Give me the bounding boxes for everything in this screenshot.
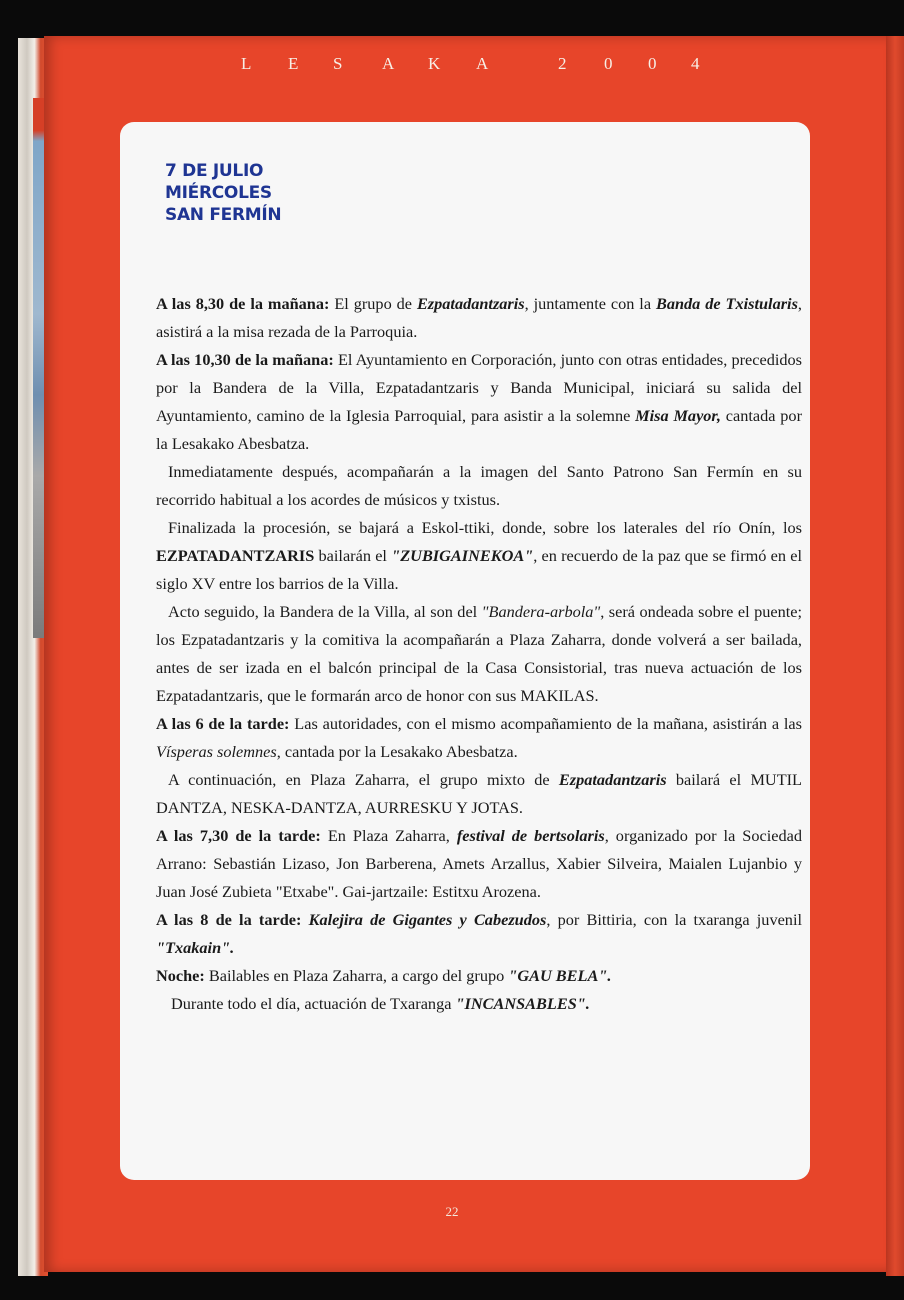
program-item: A las 7,30 de la tarde: En Plaza Zaharra, festival de bertsolaris, organizado por la Sociedad Arrano: Sebastián Lizaso, Jon Barberena, Amets Arzallus, Xabier Silveira, Maialen Lujanbio y Juan José Zubieta "Etxabe". Gai-jartzaile: Estitxu Arozena. xyxy=(156,826,802,901)
time-label: A las 8 de la tarde: xyxy=(156,910,302,929)
program-item: A las 8 de la tarde: Kalejira de Gigantes y Cabezudos, por Bittiria, con la txaranga juvenil "Txakain". xyxy=(156,910,802,957)
header-letter: S xyxy=(333,54,343,73)
heading-weekday: MIÉRCOLES xyxy=(165,183,272,203)
time-label: Noche: xyxy=(156,966,205,985)
header-letter: L xyxy=(241,54,252,73)
program-paragraph: Finalizada la procesión, se bajará a Eskol-ttiki, donde, sobre los laterales del río Onín, los EZPATADANTZARIS bailarán el "ZUBIGAINEKOA", en recuerdo de la paz que se firmó en el siglo XV entre los barrios de la Villa. xyxy=(156,518,803,593)
header-year-digit: 2 xyxy=(558,54,567,73)
header-letter: A xyxy=(382,54,395,73)
heading-saint: SAN FERMÍN xyxy=(165,205,282,225)
program-text xyxy=(156,290,802,1018)
time-label: A las 8,30 de la mañana: xyxy=(156,294,330,313)
time-label: A las 7,30 de la tarde: xyxy=(156,826,321,845)
running-header xyxy=(0,54,904,78)
program-paragraph: Acto seguido, la Bandera de la Villa, al son del "Bandera-arbola", será ondeada sobre el puente; los Ezpatadantzaris y la comitiva la acompañarán a Plaza Zaharra, donde volverá a ser bailada, antes de ser izada en el balcón principal de la Casa Consistorial, tras nueva actuación de los Ezpatadantzaris, que le formarán arco de honor con sus MAKILAS. xyxy=(156,602,802,705)
header-letter: E xyxy=(288,54,299,73)
time-label: A las 10,30 de la mañana: xyxy=(156,350,334,369)
program-item: A las 10,30 de la mañana: El Ayuntamiento en Corporación, junto con otras entidades, precedidos por la Bandera de la Villa, Ezpatadantzaris y Banda Municipal, iniciará su salida del Ayuntamiento, camino de la Iglesia Parroquial, para asistir a la solemne Misa Mayor, cantada por la Lesakako Abesbatza. xyxy=(156,350,802,453)
header-letter: A xyxy=(476,54,489,73)
header-year-digit: 4 xyxy=(691,54,700,73)
program-paragraph: Inmediatamente después, acompañarán a la imagen del Santo Patrono San Fermín en su recorrido habitual a los acordes de músicos y txistus. xyxy=(156,462,802,509)
program-item: A las 6 de la tarde: Las autoridades, con el mismo acompañamiento de la mañana, asistirán a las Vísperas solemnes, cantada por la Lesakako Abesbatza. xyxy=(156,714,802,761)
program-item: A las 8,30 de la mañana: El grupo de Ezpatadantzaris, juntamente con la Banda de Txistularis, asistirá a la misa rezada de la Parroquia. xyxy=(156,294,802,341)
heading-date: 7 DE JULIO xyxy=(165,161,264,181)
time-label: A las 6 de la tarde: xyxy=(156,714,290,733)
header-year-digit: 0 xyxy=(648,54,657,73)
program-paragraph: A continuación, en Plaza Zaharra, el grupo mixto de Ezpatadantzaris bailará el MUTIL DANTZA, NESKA-DANTZA, AURRESKU Y JOTAS. xyxy=(156,770,803,817)
header-year-digit: 0 xyxy=(604,54,613,73)
header-letter: K xyxy=(428,54,441,73)
program-item: Noche: Bailables en Plaza Zaharra, a cargo del grupo "GAU BELA". xyxy=(156,966,612,985)
program-paragraph: Durante todo el día, actuación de Txaranga "INCANSABLES". xyxy=(171,994,590,1013)
right-page-edge xyxy=(886,36,904,1276)
page-number: 22 xyxy=(445,1204,459,1219)
day-heading xyxy=(165,160,281,226)
